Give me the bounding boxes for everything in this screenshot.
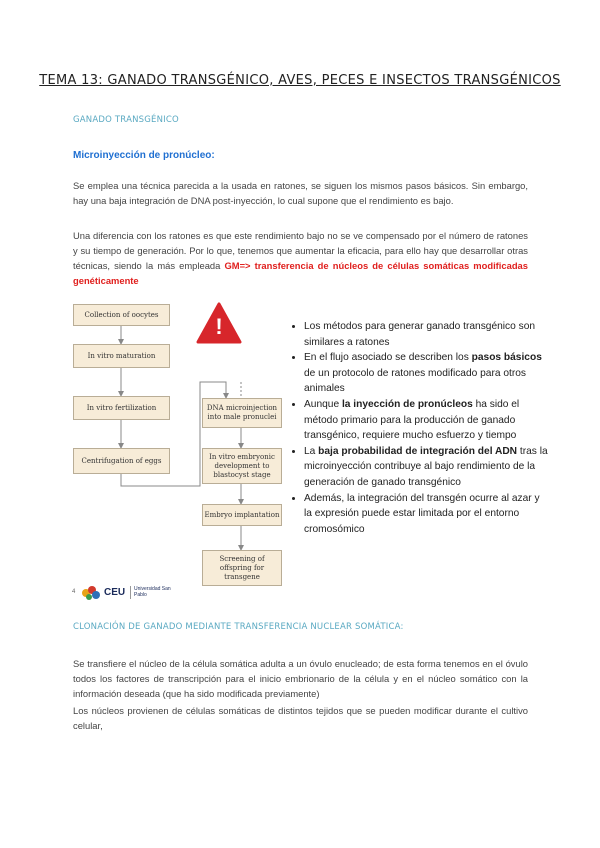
logo-brand: CEU <box>104 587 126 598</box>
bullet-list <box>290 319 548 537</box>
paragraph-4: Los núcleos provienen de células somáticas de distintos tejidos que se pueden modificar durante el cultivo celular, <box>73 705 528 731</box>
flow-step-centrifugation: Centrifugation of eggs <box>73 448 170 474</box>
logo-divider <box>130 586 131 599</box>
flow-step-maturation: In vitro maturation <box>73 344 170 368</box>
flow-step-screening: Screening of offspring for transgene <box>202 550 282 586</box>
paragraph-1: Se emplea una técnica parecida a la usada en ratones, se siguen los mismos pasos básicos. Sin embargo, hay una baja integración de DNA post-inyección, lo cual supone que el rendimiento es bajo. <box>73 180 528 206</box>
bullet-item <box>304 444 548 491</box>
logo-area <box>72 584 242 604</box>
bullet-text: ha sido el método primario para la producción de ganado transgénico, requiere mucho esfuerzo y tiempo <box>304 398 520 442</box>
paragraph-2 <box>73 228 528 288</box>
bullet-text: de un protocolo de ratones modificado para otros animales <box>304 367 527 395</box>
paragraph-3: Se transfiere el núcleo de la célula somática adulta a un óvulo enucleado; de esta forma tenemos en el óvulo todos los factores de transcripción para el inicio embrionario de la célula y en el núcleo somático con la información deseada (que ha sido modificada previamente) <box>73 658 528 699</box>
bullet-text: Los métodos para generar ganado transgénico son similares a ratones <box>304 321 536 348</box>
warning-symbol: ! <box>215 314 223 339</box>
flowchart-figure <box>70 298 285 588</box>
bullet-bold-text: pasos básicos <box>471 352 542 364</box>
paragraph-2-highlight: GM=> transferencia de núcleos de células somáticas modificadas genéticamente <box>73 260 528 286</box>
flow-step-fertilization: In vitro fertilization <box>73 396 170 420</box>
logo-subtitle: Universidad San Pablo <box>134 586 171 598</box>
bullet-item <box>304 397 548 444</box>
bullet-text: Además, la integración del transgén ocurre al azar y la expresión puede estar limitada por el entorno cromosómico <box>304 492 540 535</box>
flow-step-collection: Collection of oocytes <box>73 304 170 326</box>
paragraph-2-text: Una diferencia con los ratones es que este rendimiento bajo no se ve compensado por el número de ratones y su tiempo de generación. Por lo que, tenemos que aumentar la eficacia, para ello hay que desarrollar otras técnicas, siendo la más empleada <box>73 230 528 271</box>
ceu-logo-icon <box>81 585 101 601</box>
bullet-item <box>304 491 548 538</box>
bullet-bold-text: baja probabilidad de integración del ADN <box>318 445 518 457</box>
bullet-item <box>304 319 548 350</box>
bullet-text: La <box>304 445 319 457</box>
flow-step-microinjection: DNA microinjection into male pronuclei <box>202 398 282 428</box>
flowchart-arrows <box>70 298 285 588</box>
section-heading-clonacion: CLONACIÓN DE GANADO MEDIANTE TRANSFERENCIA NUCLEAR SOMÁTICA: <box>73 622 404 632</box>
page-title: TEMA 13: GANADO TRANSGÉNICO, AVES, PECES E INSECTOS TRANSGÉNICOS <box>39 73 561 88</box>
flow-step-embryonic-development: In vitro embryonic development to blastocyst stage <box>202 448 282 484</box>
bullet-item <box>304 350 548 397</box>
warning-icon <box>196 302 242 344</box>
bullet-text: Aunque <box>304 398 342 410</box>
bullet-bold-text: la inyección de pronúcleos <box>341 398 473 410</box>
subheading-microinyeccion: Microinyección de pronúcleo: <box>73 150 215 161</box>
flow-step-implantation: Embryo implantation <box>202 504 282 526</box>
page-number: 4 <box>72 589 76 595</box>
section-heading-ganado: GANADO TRANSGÉNICO <box>73 115 179 125</box>
bullet-text: tras la microinyección contribuye al bajo rendimiento de la generación de ganado transgénico <box>304 445 548 488</box>
bullet-text: En el flujo asociado se describen los <box>304 352 472 364</box>
